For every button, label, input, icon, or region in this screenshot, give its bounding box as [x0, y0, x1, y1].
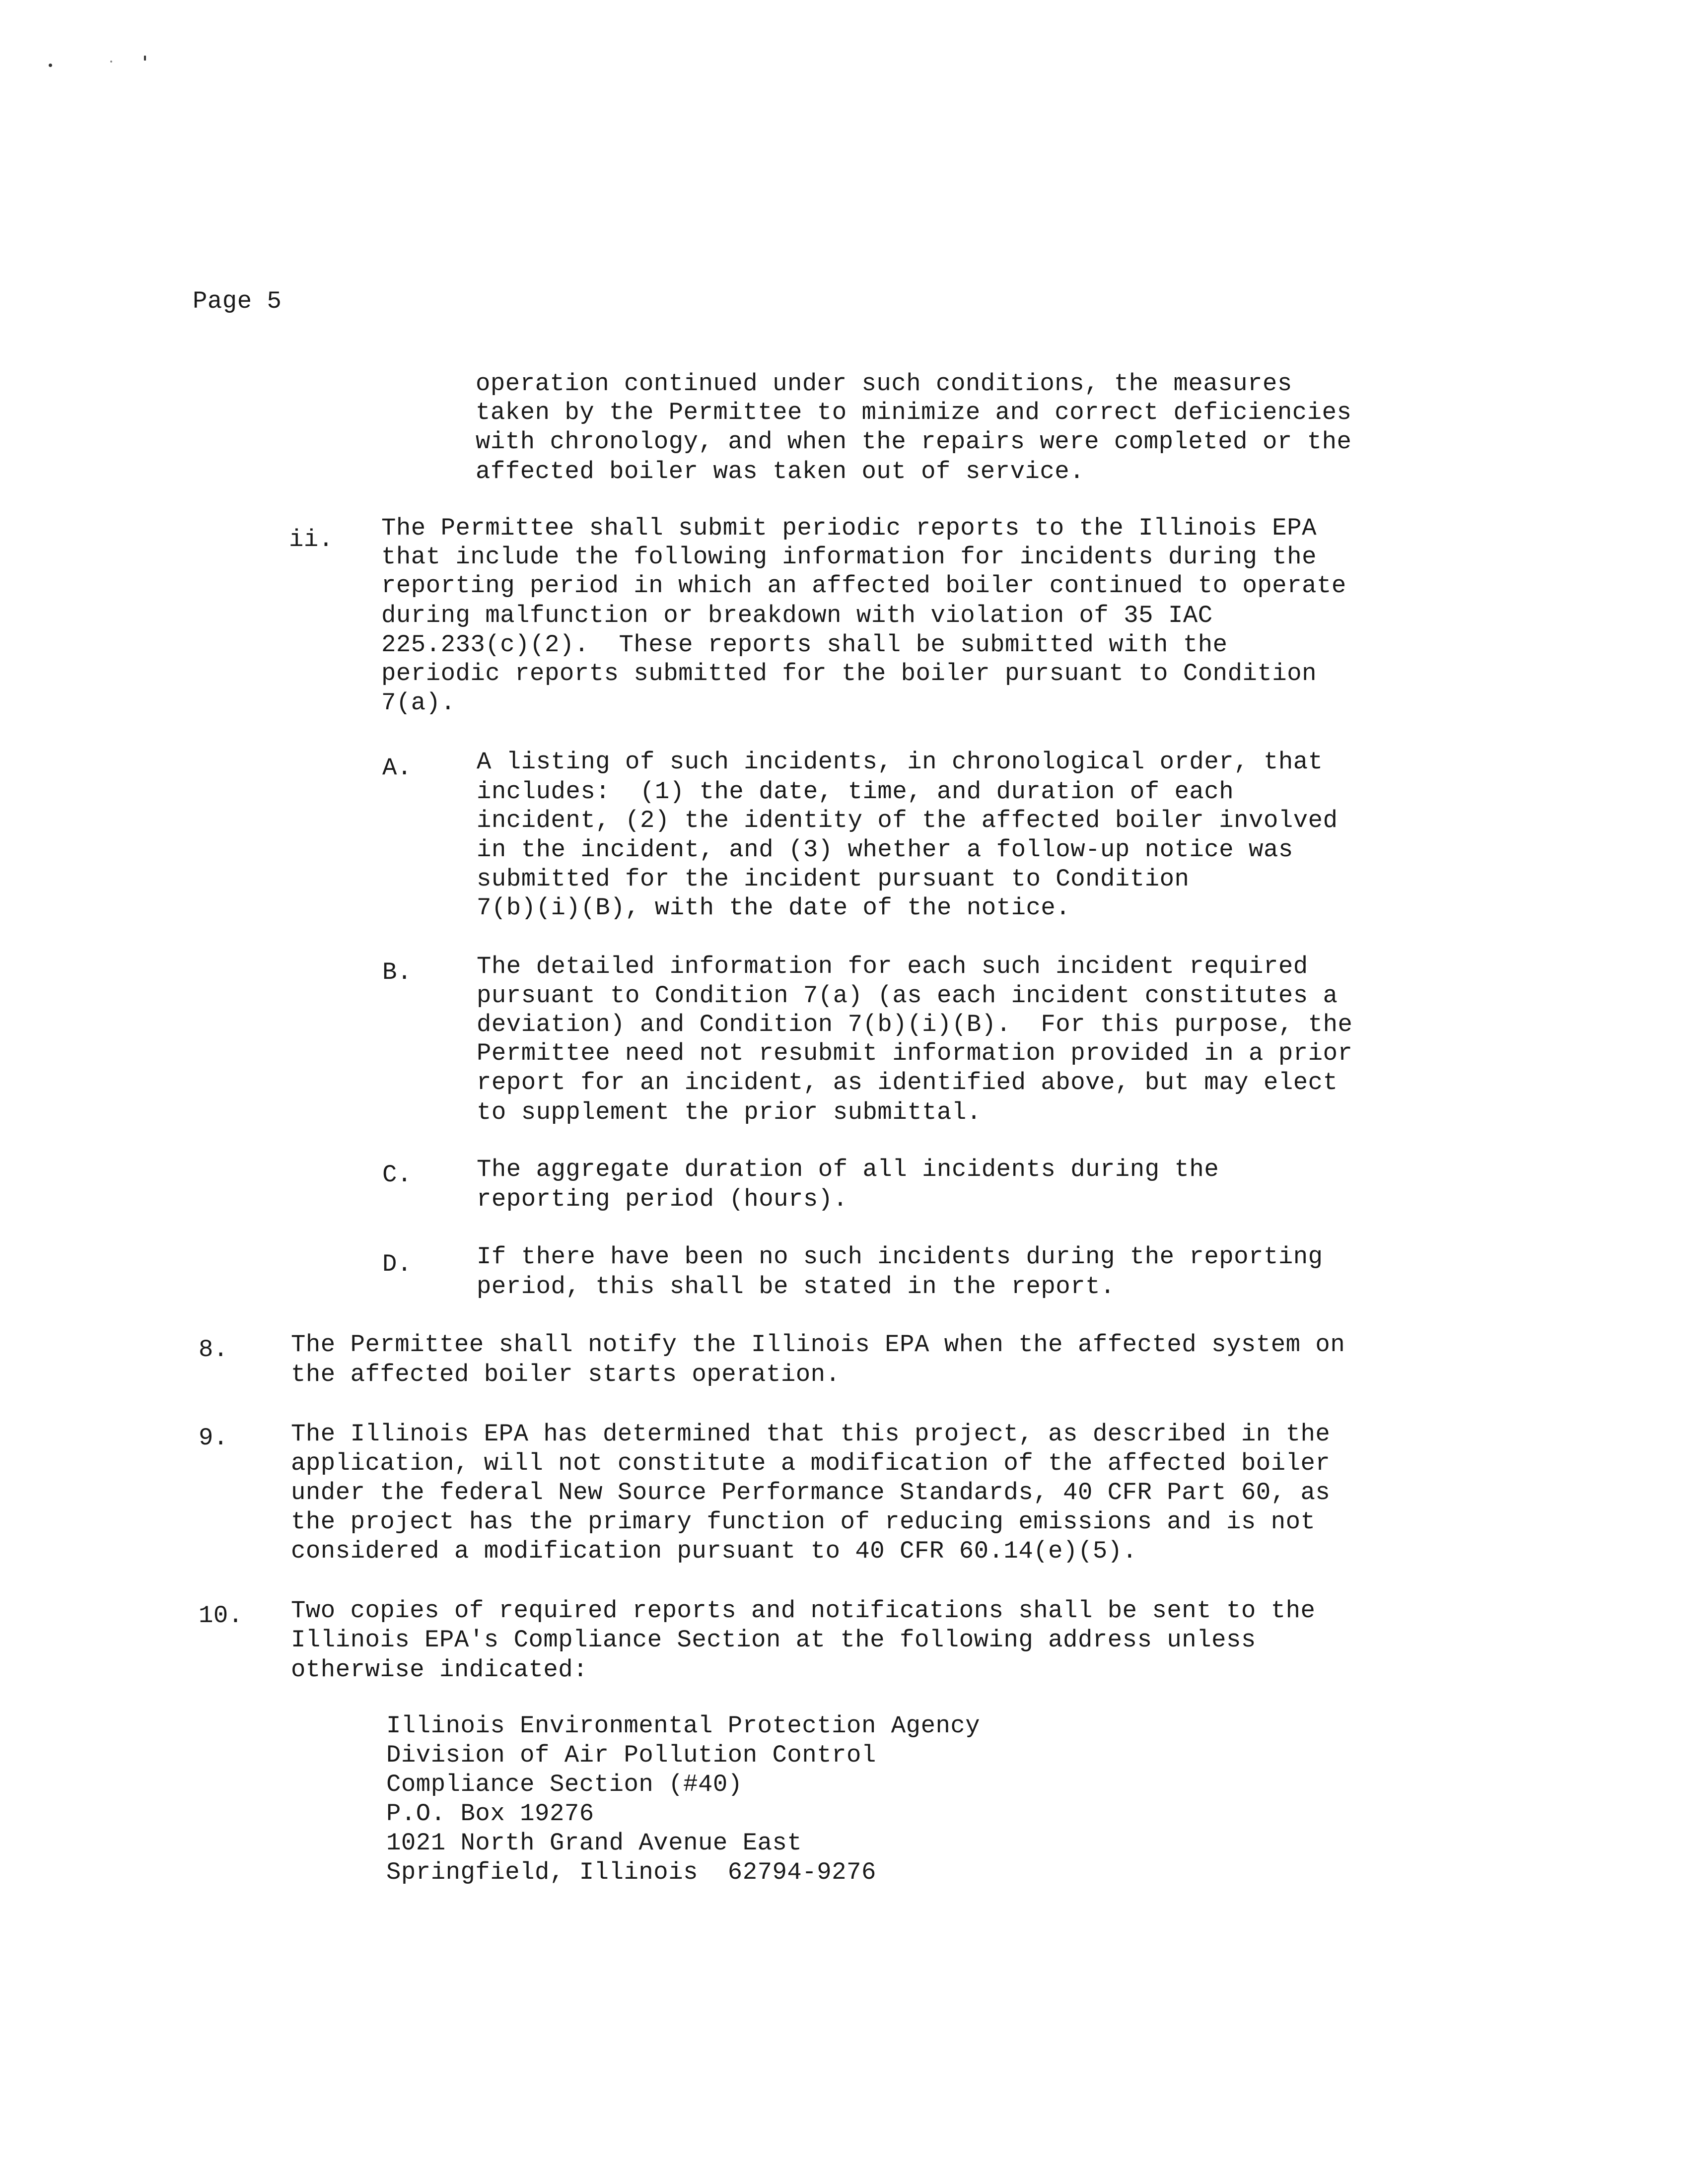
subitem-b-label: B. — [382, 958, 412, 986]
condition-9-label: 9. — [199, 1424, 228, 1452]
continuation-line: with chronology, and when the repairs were completed or the — [476, 428, 1352, 456]
condition-9-line: application, will not constitute a modification of the affected boiler — [291, 1449, 1331, 1477]
condition-10-label: 10. — [199, 1602, 243, 1630]
address-line: Division of Air Pollution Control — [386, 1741, 876, 1769]
item-ii-label: ii. — [289, 526, 334, 553]
scan-speck — [110, 61, 112, 63]
item-ii-line: 7(a). — [381, 689, 456, 717]
subitem-a-line: in the incident, and (3) whether a follow-up notice was — [477, 836, 1293, 864]
subitem-b-line: report for an incident, as identified above, but may elect — [477, 1069, 1338, 1096]
subitem-b-line: The detailed information for each such incident required — [477, 953, 1308, 980]
subitem-b-line: Permittee need not resubmit information provided in a prior — [477, 1039, 1353, 1067]
address-line: Illinois Environmental Protection Agency — [386, 1712, 981, 1740]
item-ii-line: periodic reports submitted for the boiler pursuant to Condition — [381, 660, 1317, 687]
condition-9-line: considered a modification pursuant to 40 CFR 60.14(e)(5). — [291, 1537, 1137, 1565]
subitem-b-line: to supplement the prior submittal. — [477, 1098, 982, 1126]
subitem-a-line: 7(b)(i)(B), with the date of the notice. — [477, 894, 1071, 922]
item-ii-line: reporting period in which an affected boiler continued to operate — [381, 572, 1346, 600]
subitem-c-label: C. — [382, 1161, 412, 1189]
subitem-a-line: incident, (2) the identity of the affected boiler involved — [477, 807, 1338, 834]
condition-8-label: 8. — [199, 1336, 228, 1364]
subitem-d-line: If there have been no such incidents during the reporting — [477, 1243, 1323, 1271]
item-ii-line: during malfunction or breakdown with violation of 35 IAC — [381, 602, 1213, 629]
condition-10-line: otherwise indicated: — [291, 1656, 588, 1684]
condition-9-line: The Illinois EPA has determined that this project, as described in the — [291, 1420, 1331, 1448]
scan-speck — [49, 64, 52, 67]
condition-8-line: The Permittee shall notify the Illinois EPA when the affected system on — [291, 1331, 1345, 1359]
condition-10-line: Illinois EPA's Compliance Section at the following address unless — [291, 1626, 1256, 1654]
subitem-b-line: pursuant to Condition 7(a) (as each incident constitutes a — [477, 982, 1338, 1010]
subitem-a-line: A listing of such incidents, in chronological order, that — [477, 748, 1323, 776]
address-line: P.O. Box 19276 — [386, 1800, 594, 1828]
item-ii-line: that include the following information for incidents during the — [381, 543, 1317, 571]
page-number-label: Page 5 — [193, 287, 282, 315]
address-line: 1021 North Grand Avenue East — [386, 1829, 802, 1857]
continuation-line: operation continued under such conditions, the measures — [476, 370, 1292, 398]
subitem-d-line: period, this shall be stated in the report. — [477, 1273, 1115, 1300]
subitem-c-line: reporting period (hours). — [477, 1185, 848, 1213]
condition-8-line: the affected boiler starts operation. — [291, 1361, 841, 1388]
condition-10-line: Two copies of required reports and notifications shall be sent to the — [291, 1597, 1316, 1625]
item-ii-line: 225.233(c)(2). These reports shall be submitted with the — [381, 631, 1228, 659]
address-line: Springfield, Illinois 62794-9276 — [386, 1858, 876, 1886]
continuation-line: affected boiler was taken out of service. — [476, 458, 1085, 485]
address-line: Compliance Section (#40) — [386, 1771, 743, 1798]
subitem-a-line: submitted for the incident pursuant to Condition — [477, 865, 1190, 893]
subitem-c-line: The aggregate duration of all incidents during the — [477, 1156, 1219, 1183]
item-ii-line: The Permittee shall submit periodic reports to the Illinois EPA — [381, 514, 1317, 542]
subitem-a-line: includes: (1) the date, time, and duration of each — [477, 778, 1234, 806]
subitem-a-label: A. — [382, 754, 412, 782]
scan-speck — [144, 56, 146, 61]
subitem-d-label: D. — [382, 1250, 412, 1278]
subitem-b-line: deviation) and Condition 7(b)(i)(B). For this purpose, the — [477, 1011, 1353, 1038]
condition-9-line: the project has the primary function of reducing emissions and is not — [291, 1508, 1316, 1536]
continuation-line: taken by the Permittee to minimize and correct deficiencies — [476, 399, 1352, 426]
condition-9-line: under the federal New Source Performance Standards, 40 CFR Part 60, as — [291, 1479, 1331, 1506]
